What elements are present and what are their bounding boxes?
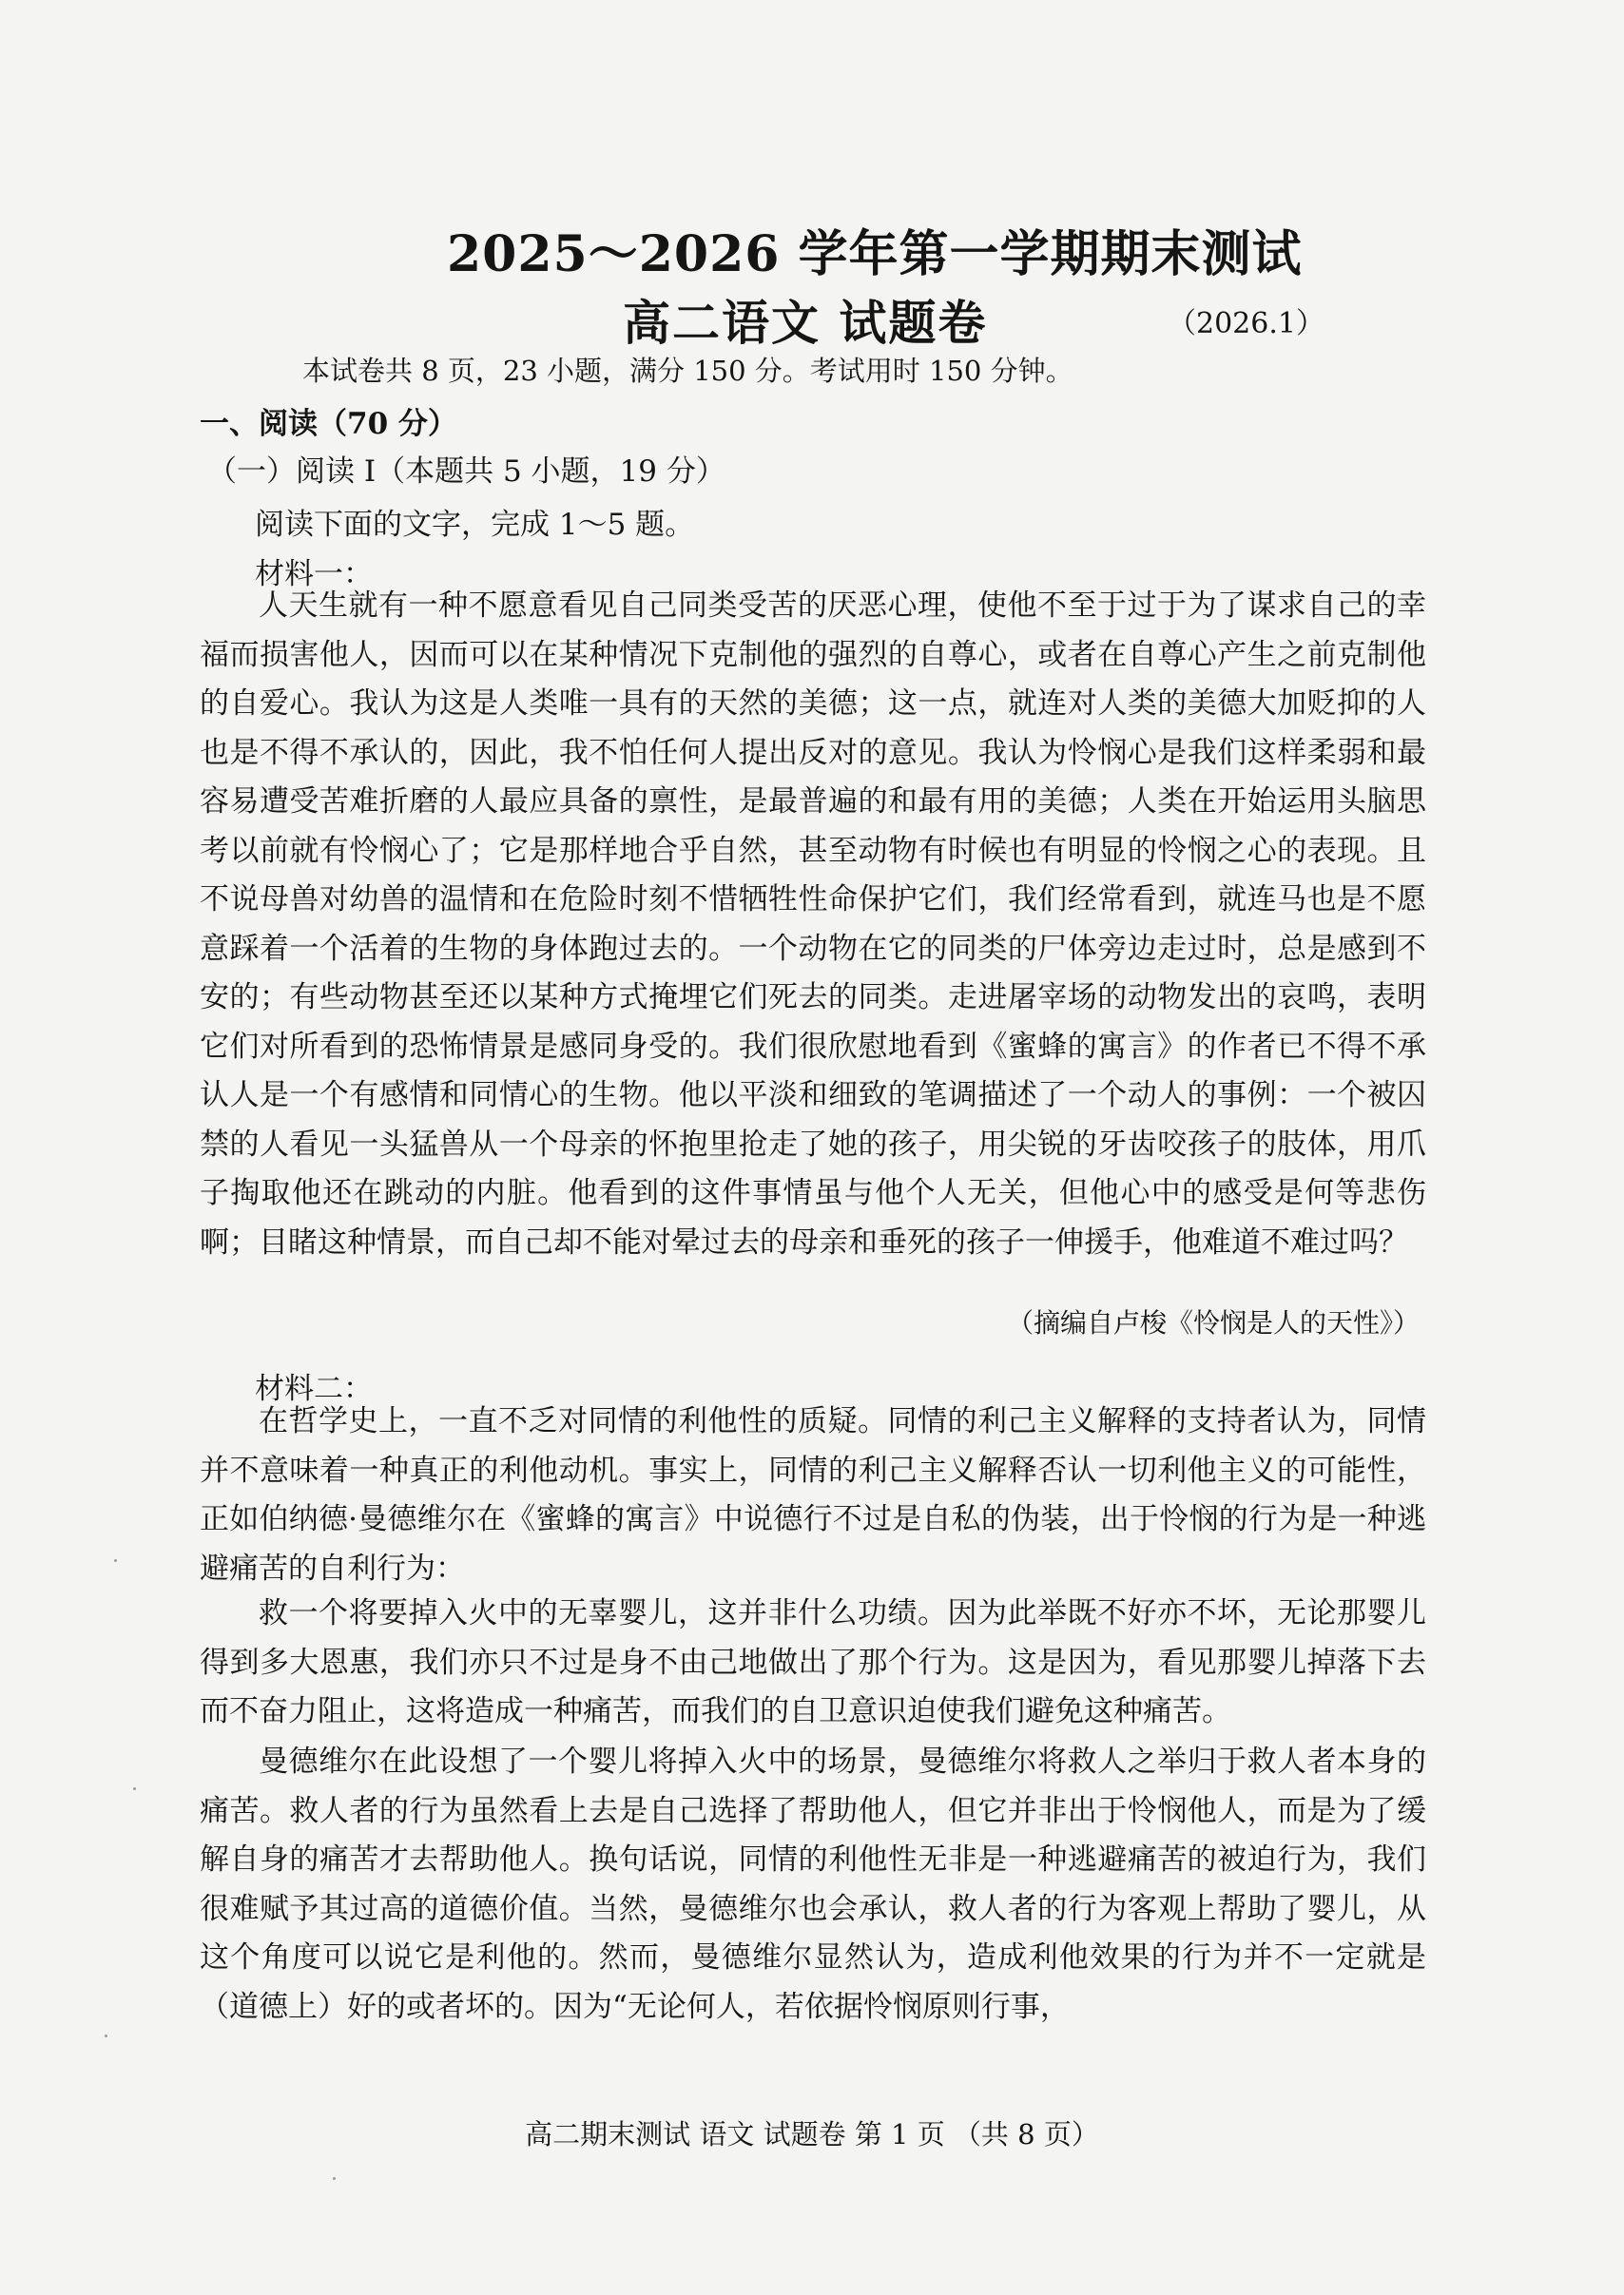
exam-date: （2026.1）: [1168, 307, 1324, 340]
material-one-citation: （摘编自卢梭《怜悯是人的天性》）: [1006, 1307, 1420, 1339]
material-two-label: 材料二：: [255, 1372, 373, 1406]
page-footer: 高二期末测试 语文 试题卷 第 1 页 （共 8 页）: [525, 2118, 1099, 2150]
material-two-paragraph: 曼德维尔在此设想了一个婴儿将掉入火中的场景，曼德维尔将救人之举归于救人者本身的痛苦。救人者的行为虽然看上去是自己选择了帮助他人，但它并非出于怜悯他人，而是为了缓解自身的痛苦才去帮助他人。换句话说，同情的利他性无非是一种逃避痛苦的被迫行为，我们很难赋予其过高的道德价值。当然，曼德维尔也会承认，救人者的行为客观上帮助了婴儿，从这个角度可以说它是利他的。然而，曼德维尔显然认为，造成利他效果的行为并不一定就是（道德上）好的或者坏的。因为“无论何人，若依据怜悯原则行事，: [200, 1745, 1426, 2024]
subsection-heading: （一）阅读 I（本题共 5 小题，19 分）: [207, 454, 725, 489]
reading-instruction: 阅读下面的文字，完成 1～5 题。: [255, 508, 695, 542]
material-two-paragraph: 在哲学史上，一直不乏对同情的利他性的质疑。同情的利己主义解释的支持者认为，同情并不意味着一种真正的利他动机。事实上，同情的利己主义解释否认一切利他主义的可能性，正如伯纳德·曼德维尔在《蜜蜂的寓言》中说德行不过是自私的伪装，出于怜悯的行为是一种逃避痛苦的自利行为：: [200, 1404, 1426, 1586]
exam-title: 2025～2026 学年第一学期期末测试: [447, 225, 1303, 283]
scan-speck: [105, 2035, 107, 2037]
scan-speck: [333, 2177, 336, 2180]
scan-speck: [114, 1559, 117, 1562]
material-one-label: 材料一：: [255, 557, 373, 591]
section-heading: 一、阅读（70 分）: [200, 407, 457, 441]
scan-speck: [133, 1787, 136, 1790]
exam-subtitle: 高二语文 试题卷: [623, 295, 988, 351]
material-two-quote: 救一个将要掉入火中的无辜婴儿，这并非什么功绩。因为此举既不好亦不坏，无论那婴儿得到多大恩惠，我们亦只不过是身不由己地做出了那个行为。这是因为，看见那婴儿掉落下去而不奋力阻止，这将造成一种痛苦，而我们的自卫意识迫使我们避免这种痛苦。: [200, 1596, 1426, 1728]
exam-info: 本试卷共 8 页，23 小题，满分 150 分。考试用时 150 分钟。: [302, 355, 1073, 387]
material-one-paragraph: 人天生就有一种不愿意看见自己同类受苦的厌恶心理，使他不至于过于为了谋求自己的幸福而损害他人，因而可以在某种情况下克制他的强烈的自尊心，或者在自尊心产生之前克制他的自爱心。我认为这是人类唯一具有的天然的美德；这一点，就连对人类的美德大加贬抑的人也是不得不承认的，因此，我不怕任何人提出反对的意见。我认为怜悯心是我们这样柔弱和最容易遭受苦难折磨的人最应具备的禀性，是最普遍的和最有用的美德；人类在开始运用头脑思考以前就有怜悯心了；它是那样地合乎自然，甚至动物有时候也有明显的怜悯之心的表现。且不说母兽对幼兽的温情和在危险时刻不惜牺牲性命保护它们，我们经常看到，就连马也是不愿意踩着一个活着的生物的身体跑过去的。一个动物在它的同类的尸体旁边走过时，总是感到不安的；有些动物甚至还以某种方式掩埋它们死去的同类。走进屠宰场的动物发出的哀鸣，表明它们对所看到的恐怖情景是感同身受的。我们很欣慰地看到《蜜蜂的寓言》的作者已不得不承认人是一个有感情和同情心的生物。他以平淡和细致的笔调描述了一个动人的事例：一个被囚禁的人看见一头猛兽从一个母亲的怀抱里抢走了她的孩子，用尖锐的牙齿咬孩子的肢体，用爪子掏取他还在跳动的内脏。他看到的这件事情虽与他个人无关，但他心中的感受是何等悲伤啊；目睹这种情景，而自己却不能对晕过去的母亲和垂死的孩子一伸援手，他难道不难过吗？: [200, 588, 1426, 1260]
